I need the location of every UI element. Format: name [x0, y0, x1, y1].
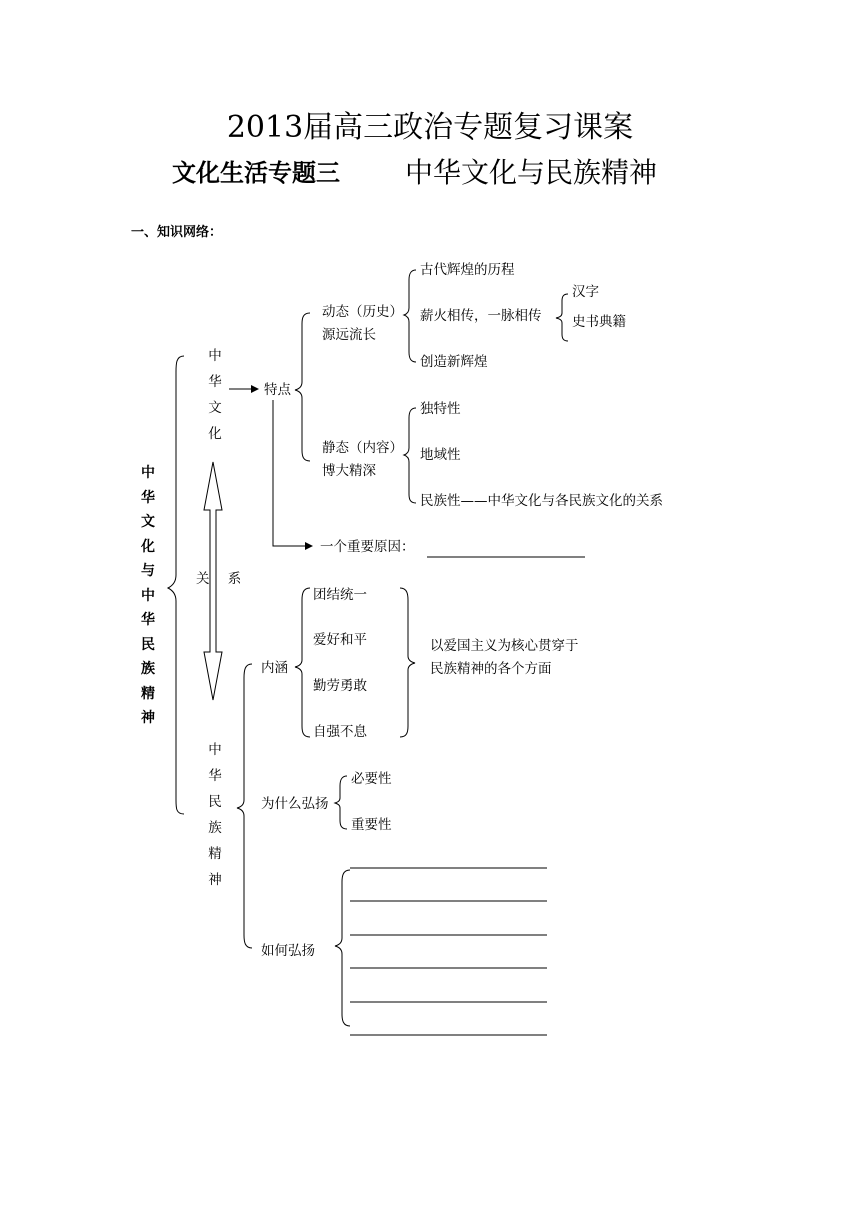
- heritage-item: 史书典籍: [572, 314, 626, 330]
- static-sublabel: 博大精深: [322, 463, 376, 479]
- heritage-item: 汉字: [572, 284, 599, 300]
- section-heading: 一、知识网络：: [131, 225, 223, 240]
- static-item: 独特性: [420, 401, 461, 417]
- connotation-item: 团结统一: [313, 587, 367, 603]
- dynamic-item: 创造新辉煌: [420, 354, 488, 370]
- reason-arrow: [273, 400, 312, 546]
- connotation-summary: 民族精神的各个方面: [430, 661, 552, 677]
- dynamic-label: 动态（历史）: [322, 304, 403, 320]
- dynamic-brace: [404, 270, 416, 362]
- dynamic-item: 古代辉煌的历程: [420, 262, 515, 278]
- how-brace: [335, 870, 350, 1026]
- hanzi-brace: [556, 294, 568, 341]
- connotation-label: 内涵: [261, 660, 288, 676]
- why-label: 为什么弘扬: [261, 796, 329, 812]
- static-brace: [404, 408, 416, 503]
- reason-label: 一个重要原因：: [320, 539, 415, 555]
- connotation-brace-left: [295, 588, 310, 737]
- static-item: 民族性——中华文化与各民族文化的关系: [420, 493, 663, 509]
- connotation-item: 自强不息: [313, 724, 367, 740]
- relation-label: 关 系: [196, 571, 242, 587]
- root-brace: [168, 356, 184, 814]
- features-brace: [295, 313, 310, 461]
- static-item: 地域性: [420, 447, 461, 463]
- connotation-item: 勤劳勇敢: [313, 678, 367, 694]
- topic-label: 文化生活专题三: [172, 159, 340, 187]
- dynamic-sublabel: 源远流长: [322, 327, 376, 343]
- why-item: 必要性: [351, 771, 392, 787]
- page-title: 2013届高三政治专题复习课案: [226, 110, 634, 145]
- static-label: 静态（内容）: [322, 440, 403, 456]
- features-label: 特点: [264, 382, 291, 398]
- root-title: 中华文化与中华民族精神: [141, 465, 155, 726]
- why-brace: [335, 776, 347, 829]
- culture-label: 中华文化: [208, 348, 222, 442]
- dynamic-item: 薪火相传，一脉相传: [420, 308, 542, 324]
- connotation-item: 爱好和平: [313, 632, 367, 648]
- spirit-label: 中华民族精神: [208, 742, 222, 888]
- why-item: 重要性: [351, 817, 392, 833]
- spirit-brace: [237, 664, 252, 948]
- topic-title: 中华文化与民族精神: [405, 156, 658, 189]
- connotation-brace-right: [400, 588, 415, 737]
- how-label: 如何弘扬: [261, 943, 315, 959]
- connotation-summary: 以爱国主义为核心贯穿于: [430, 638, 579, 654]
